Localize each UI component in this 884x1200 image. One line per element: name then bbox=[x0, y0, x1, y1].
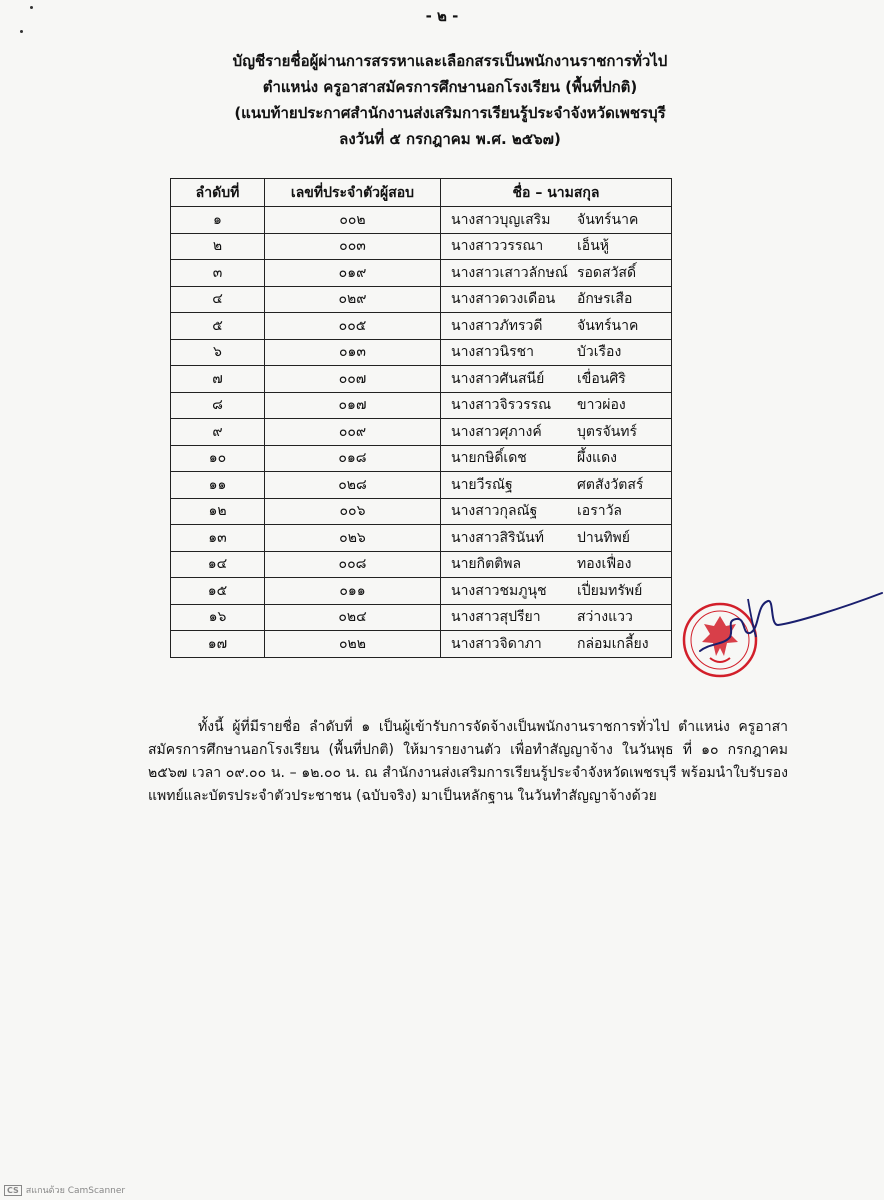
last-name: ปานทิพย์ bbox=[577, 529, 630, 546]
cell-full-name bbox=[441, 525, 672, 552]
last-name: รอดสวัสดิ์ bbox=[577, 264, 637, 281]
page-number: - ๒ - bbox=[425, 7, 459, 25]
cell-exam-id: ๐๒๘ bbox=[265, 472, 441, 499]
cell-order: ๑๐ bbox=[171, 445, 265, 472]
name-wrapper bbox=[441, 394, 671, 416]
table-row bbox=[171, 419, 672, 446]
cell-order: ๕ bbox=[171, 313, 265, 340]
table-row bbox=[171, 392, 672, 419]
scan-speck bbox=[20, 30, 23, 33]
cell-order: ๒ bbox=[171, 233, 265, 260]
title-line-4: ลงวันที่ ๕ กรกฎาคม พ.ศ. ๒๕๖๗) bbox=[339, 130, 561, 148]
name-wrapper bbox=[441, 500, 671, 522]
cell-exam-id: ๐๐๕ bbox=[265, 313, 441, 340]
first-name: นางสาวสุปรียา bbox=[451, 609, 541, 626]
last-name: เอราวัล bbox=[577, 503, 623, 520]
name-wrapper bbox=[441, 341, 671, 363]
handwritten-signature bbox=[690, 585, 884, 665]
paragraph-text: ทั้งนี้ ผู้ที่มีรายชื่อ ลำดับที่ ๑ เป็นผู้เข้ารับการจัดจ้างเป็นพนักงานราชการทั่วไป ตำแหน่ง ครูอาสาสมัครการศึกษานอกโรงเรียน (พื้นที่ปกติ) ให้มารายงานตัว เพื่อทำสัญญาจ้าง ในวันพุธ ที่ ๑๐ กรกฎาคม ๒๕๖๗ เวลา ๐๙.๐๐ น. – ๑๒.๐๐ น. ณ สำนักงานส่งเสริมการเรียนรู้ประจำจังหวัดเพชรบุรี พร้อมนำใบรับรองแพทย์และบัตรประจำตัวประชาชน (ฉบับจริง) มาเป็นหลักฐาน ในวันทำสัญญาจ้างด้วย bbox=[148, 719, 788, 804]
title-line-1: บัญชีรายชื่อผู้ผ่านการสรรหาและเลือกสรรเป็นพนักงานราชการทั่วไป bbox=[232, 52, 668, 70]
cell-order: ๑๗ bbox=[171, 631, 265, 658]
table-row bbox=[171, 339, 672, 366]
cell-order: ๑๕ bbox=[171, 578, 265, 605]
cell-exam-id: ๐๐๒ bbox=[265, 207, 441, 234]
last-name: บัวเรือง bbox=[577, 344, 622, 361]
table-row bbox=[171, 313, 672, 340]
first-name: นางสาวจิดาภา bbox=[451, 635, 542, 652]
cell-full-name bbox=[441, 498, 672, 525]
cell-order: ๓ bbox=[171, 260, 265, 287]
table-row bbox=[171, 525, 672, 552]
header-name: ชื่อ – นามสกุล bbox=[441, 179, 672, 207]
table-row bbox=[171, 551, 672, 578]
announcement-paragraph bbox=[148, 716, 788, 808]
first-name: นายกษิดิ์เดช bbox=[451, 450, 527, 467]
cell-full-name bbox=[441, 392, 672, 419]
cell-exam-id: ๐๑๓ bbox=[265, 339, 441, 366]
last-name: จันทร์นาค bbox=[577, 211, 639, 228]
cell-full-name bbox=[441, 445, 672, 472]
cell-full-name bbox=[441, 207, 672, 234]
document-title bbox=[150, 48, 750, 152]
last-name: เอ็นหู้ bbox=[577, 238, 609, 255]
first-name: นายวีรณัฐ bbox=[451, 476, 513, 493]
name-wrapper bbox=[441, 421, 671, 443]
last-name: ศตสังวัตสร์ bbox=[577, 476, 644, 493]
cell-exam-id: ๐๐๗ bbox=[265, 366, 441, 393]
cell-full-name bbox=[441, 551, 672, 578]
cell-exam-id: ๐๒๔ bbox=[265, 604, 441, 631]
name-wrapper bbox=[441, 235, 671, 257]
cell-exam-id: ๐๑๙ bbox=[265, 260, 441, 287]
name-wrapper bbox=[441, 474, 671, 496]
table-row bbox=[171, 233, 672, 260]
cell-exam-id: ๐๒๒ bbox=[265, 631, 441, 658]
table-row bbox=[171, 445, 672, 472]
last-name: กล่อมเกลี้ยง bbox=[577, 635, 649, 652]
table-row bbox=[171, 498, 672, 525]
camscanner-logo: CS bbox=[4, 1185, 22, 1196]
cell-full-name bbox=[441, 472, 672, 499]
cell-full-name bbox=[441, 631, 672, 658]
cell-order: ๔ bbox=[171, 286, 265, 313]
first-name: นางสาวเสาวลักษณ์ bbox=[451, 264, 568, 281]
last-name: เปี่ยมทรัพย์ bbox=[577, 582, 643, 599]
name-wrapper bbox=[441, 262, 671, 284]
cell-full-name bbox=[441, 286, 672, 313]
cell-order: ๙ bbox=[171, 419, 265, 446]
first-name: นางสาวสิรินันท์ bbox=[451, 529, 544, 546]
first-name: นางสาวกุลณัฐ bbox=[451, 503, 538, 520]
cell-order: ๗ bbox=[171, 366, 265, 393]
last-name: เขื่อนศิริ bbox=[577, 370, 626, 387]
cell-full-name bbox=[441, 233, 672, 260]
last-name: ผึ้งแดง bbox=[577, 450, 617, 467]
first-name: นางสาวชมภูนุช bbox=[451, 582, 547, 599]
cell-exam-id: ๐๐๖ bbox=[265, 498, 441, 525]
table-row bbox=[171, 207, 672, 234]
cell-full-name bbox=[441, 419, 672, 446]
header-exam-id: เลขที่ประจำตัวผู้สอบ bbox=[265, 179, 441, 207]
last-name: ทองเฟื่อง bbox=[577, 556, 632, 573]
table-row bbox=[171, 631, 672, 658]
cell-exam-id: ๐๐๓ bbox=[265, 233, 441, 260]
first-name: นางสาววรรณา bbox=[451, 238, 544, 255]
first-name: นางสาวนิรชา bbox=[451, 344, 534, 361]
last-name: อักษรเสือ bbox=[577, 291, 633, 308]
first-name: นางสาวภัทรวดี bbox=[451, 317, 543, 334]
name-wrapper bbox=[441, 633, 671, 655]
name-wrapper bbox=[441, 606, 671, 628]
candidate-table bbox=[170, 178, 672, 658]
first-name: นางสาวศันสนีย์ bbox=[451, 370, 545, 387]
cell-order: ๖ bbox=[171, 339, 265, 366]
table-row bbox=[171, 604, 672, 631]
cell-exam-id: ๐๒๖ bbox=[265, 525, 441, 552]
last-name: บุตรจันทร์ bbox=[577, 423, 638, 440]
table-row bbox=[171, 260, 672, 287]
cell-order: ๑๖ bbox=[171, 604, 265, 631]
last-name: สว่างแวว bbox=[577, 609, 633, 626]
cell-order: ๘ bbox=[171, 392, 265, 419]
cell-exam-id: ๐๐๙ bbox=[265, 419, 441, 446]
title-line-3: (แนบท้ายประกาศสำนักงานส่งเสริมการเรียนรู้ประจำจังหวัดเพชรบุรี bbox=[234, 104, 666, 122]
last-name: จันทร์นาค bbox=[577, 317, 639, 334]
name-wrapper bbox=[441, 209, 671, 231]
scanner-label: สแกนด้วย CamScanner bbox=[25, 1186, 126, 1196]
cell-order: ๑๓ bbox=[171, 525, 265, 552]
scanner-watermark bbox=[4, 1183, 125, 1197]
cell-exam-id: ๐๑๗ bbox=[265, 392, 441, 419]
name-wrapper bbox=[441, 288, 671, 310]
cell-order: ๑ bbox=[171, 207, 265, 234]
first-name: นางสาวศุภางค์ bbox=[451, 423, 542, 440]
cell-exam-id: ๐๑๘ bbox=[265, 445, 441, 472]
first-name: นางสาวดวงเดือน bbox=[451, 291, 556, 308]
table-row bbox=[171, 286, 672, 313]
header-order: ลำดับที่ bbox=[171, 179, 265, 207]
cell-exam-id: ๐๒๙ bbox=[265, 286, 441, 313]
first-name: นางสาวจิรวรรณ bbox=[451, 397, 552, 414]
table-row bbox=[171, 366, 672, 393]
name-wrapper bbox=[441, 447, 671, 469]
cell-full-name bbox=[441, 604, 672, 631]
cell-order: ๑๒ bbox=[171, 498, 265, 525]
table-header-row bbox=[171, 179, 672, 207]
name-wrapper bbox=[441, 553, 671, 575]
cell-order: ๑๑ bbox=[171, 472, 265, 499]
name-wrapper bbox=[441, 527, 671, 549]
name-wrapper bbox=[441, 580, 671, 602]
cell-full-name bbox=[441, 260, 672, 287]
cell-full-name bbox=[441, 578, 672, 605]
cell-exam-id: ๐๐๘ bbox=[265, 551, 441, 578]
cell-exam-id: ๐๑๑ bbox=[265, 578, 441, 605]
cell-full-name bbox=[441, 366, 672, 393]
cell-full-name bbox=[441, 339, 672, 366]
table-body bbox=[171, 207, 672, 658]
title-line-2: ตำแหน่ง ครูอาสาสมัครการศึกษานอกโรงเรียน (พื้นที่ปกติ) bbox=[262, 78, 638, 96]
table-row bbox=[171, 578, 672, 605]
table-row bbox=[171, 472, 672, 499]
first-name: นางสาวบุญเสริม bbox=[451, 211, 551, 228]
cell-full-name bbox=[441, 313, 672, 340]
last-name: ขาวผ่อง bbox=[577, 397, 626, 414]
name-wrapper bbox=[441, 315, 671, 337]
cell-order: ๑๔ bbox=[171, 551, 265, 578]
name-wrapper bbox=[441, 368, 671, 390]
first-name: นายกิตติพล bbox=[451, 556, 522, 573]
